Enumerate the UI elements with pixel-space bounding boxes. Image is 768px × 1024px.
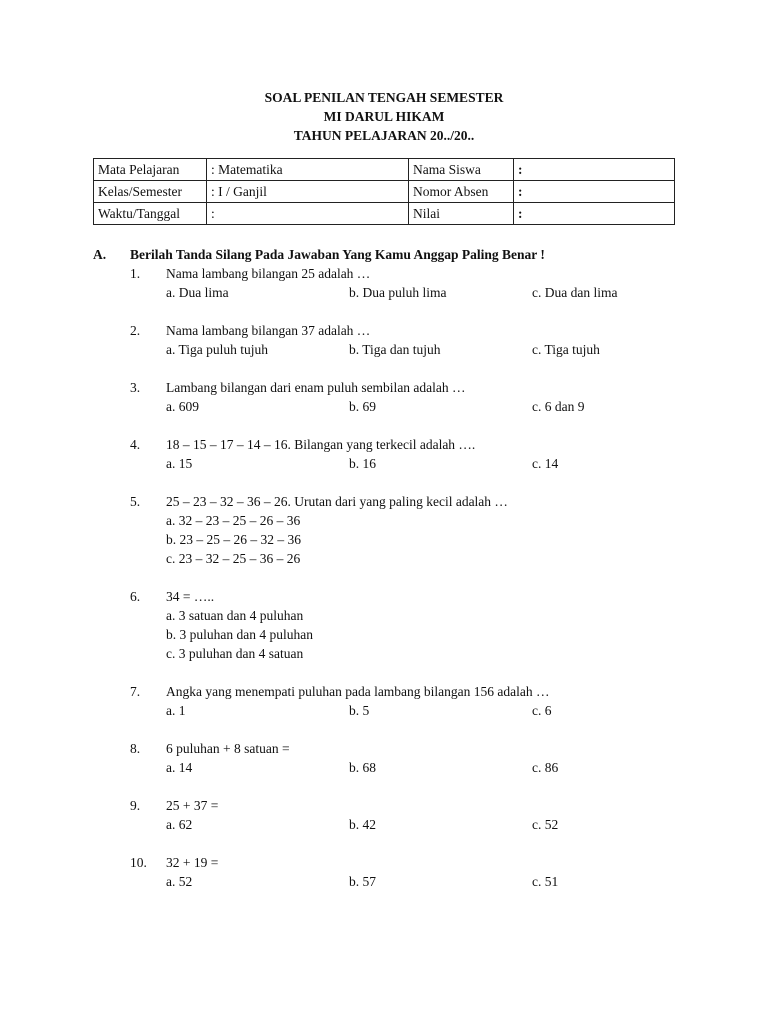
info-value: : I / Ganjil [207,181,409,203]
answer-option[interactable]: a. 1 [166,703,186,718]
answer-options [0,340,768,359]
info-label: Mata Pelajaran [94,159,207,181]
question-number: 2. [130,323,141,338]
answer-option[interactable]: b. 42 [349,817,376,832]
question-text: Nama lambang bilangan 25 adalah … [166,266,371,281]
answer-option[interactable]: c. 23 – 32 – 25 – 36 – 26 [166,551,301,566]
answer-options [0,815,768,834]
answer-option[interactable]: a. 62 [166,817,193,832]
info-label: Kelas/Semester [94,181,207,203]
info-label: Nomor Absen [409,181,514,203]
answer-option[interactable]: b. 23 – 25 – 26 – 32 – 36 [166,532,301,547]
answer-option[interactable]: c. 86 [532,760,559,775]
header-title: SOAL PENILAN TENGAH SEMESTER [264,90,504,105]
question-number: 3. [130,380,141,395]
question-number: 4. [130,437,141,452]
answer-options [0,606,768,663]
info-row [94,159,675,181]
answer-option[interactable]: a. 3 satuan dan 4 puluhan [166,608,304,623]
header-school: MI DARUL HIKAM [323,109,445,124]
answer-options [0,872,768,891]
answer-options [0,758,768,777]
answer-option[interactable]: a. Dua lima [166,285,229,300]
answer-option[interactable]: a. 609 [166,399,199,414]
info-row [94,203,675,225]
question-text: 32 + 19 = [166,855,219,870]
answer-option[interactable]: c. Dua dan lima [532,285,618,300]
question-text: 6 puluhan + 8 satuan = [166,741,290,756]
question-number: 8. [130,741,141,756]
question-item [0,853,768,891]
answer-option[interactable]: c. 3 puluhan dan 4 satuan [166,646,304,661]
answer-options [0,701,768,720]
answer-option[interactable]: a. 15 [166,456,193,471]
answer-option[interactable]: b. 3 puluhan dan 4 puluhan [166,627,313,642]
answer-option[interactable]: b. 57 [349,874,376,889]
section-a-title [93,245,545,264]
answer-option[interactable]: b. 68 [349,760,376,775]
answer-option[interactable]: a. 14 [166,760,193,775]
answer-option[interactable]: c. 14 [532,456,559,471]
question-text: Lambang bilangan dari enam puluh sembilan adalah … [166,380,466,395]
info-value: : [514,181,675,203]
answer-option[interactable]: b. 16 [349,456,376,471]
question-item [0,587,768,663]
question-text: Nama lambang bilangan 37 adalah … [166,323,371,338]
question-text: Angka yang menempati puluhan pada lambang bilangan 156 adalah … [166,684,550,699]
question-text: 34 = ….. [166,589,215,604]
question-item [0,378,768,416]
question-item [0,492,768,568]
header-year: TAHUN PELAJARAN 20../20.. [293,128,475,143]
answer-option[interactable]: c. Tiga tujuh [532,342,600,357]
student-info-table [93,158,675,225]
answer-options [0,397,768,416]
question-item [0,682,768,720]
question-text: 25 + 37 = [166,798,219,813]
section-letter: A. [93,247,107,262]
answer-option[interactable]: a. 32 – 23 – 25 – 26 – 36 [166,513,301,528]
info-row [94,181,675,203]
exam-header [0,88,768,145]
answer-option[interactable]: a. Tiga puluh tujuh [166,342,269,357]
question-text: 18 – 15 – 17 – 14 – 16. Bilangan yang terkecil adalah …. [166,437,476,452]
question-number: 5. [130,494,141,509]
question-item [0,321,768,359]
answer-option[interactable]: b. 69 [349,399,376,414]
answer-option[interactable]: a. 52 [166,874,193,889]
question-number: 6. [130,589,141,604]
question-text: 25 – 23 – 32 – 36 – 26. Urutan dari yang paling kecil adalah … [166,494,508,509]
question-number: 7. [130,684,141,699]
info-value: : [514,159,675,181]
answer-options [0,511,768,568]
info-value: : [207,203,409,225]
question-number: 10. [130,855,147,870]
info-label: Nilai [409,203,514,225]
info-label: Waktu/Tanggal [94,203,207,225]
answer-option[interactable]: c. 6 [532,703,552,718]
question-item [0,739,768,777]
question-number: 1. [130,266,141,281]
answer-option[interactable]: b. 5 [349,703,370,718]
answer-option[interactable]: c. 51 [532,874,559,889]
question-list [0,264,768,910]
info-label: Nama Siswa [409,159,514,181]
info-value: : [514,203,675,225]
info-value: : Matematika [207,159,409,181]
answer-option[interactable]: b. Tiga dan tujuh [349,342,441,357]
answer-options [0,283,768,302]
answer-option[interactable]: c. 6 dan 9 [532,399,585,414]
question-item [0,796,768,834]
answer-options [0,454,768,473]
answer-option[interactable]: b. Dua puluh lima [349,285,447,300]
section-instruction: Berilah Tanda Silang Pada Jawaban Yang Kamu Anggap Paling Benar ! [130,247,545,262]
question-item [0,435,768,473]
answer-option[interactable]: c. 52 [532,817,559,832]
question-number: 9. [130,798,141,813]
question-item [0,264,768,302]
